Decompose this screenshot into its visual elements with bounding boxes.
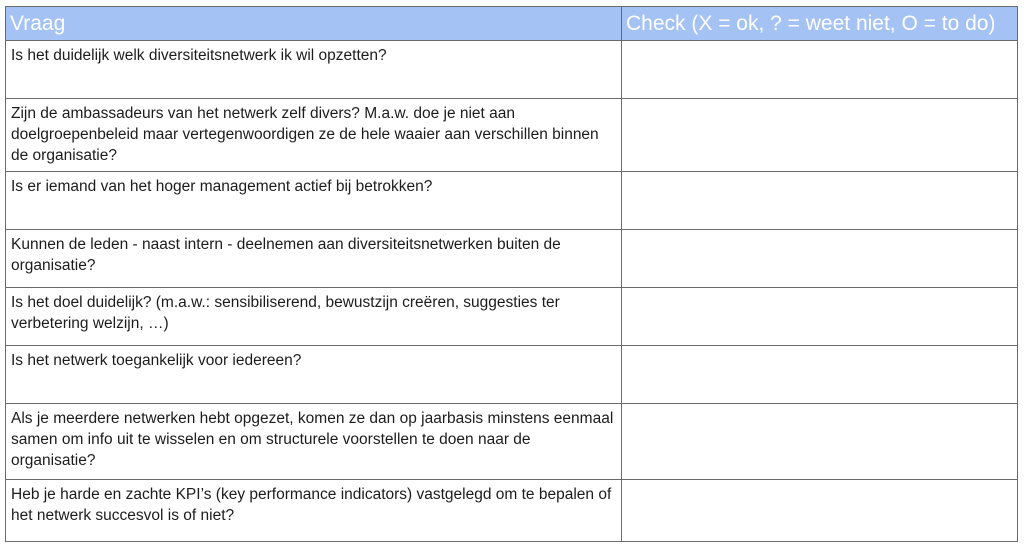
check-cell[interactable]	[622, 41, 1018, 99]
table-row	[6, 41, 1018, 99]
table-row	[6, 480, 1018, 542]
question-cell: Als je meerdere netwerken hebt opgezet, komen ze dan op jaarbasis minstens eenmaal samen om info uit te wisselen en om structurele voorstellen te doen naar de organisatie?	[6, 404, 622, 480]
check-column-header: Check (X = ok, ? = weet niet, O = to do)	[622, 7, 1018, 41]
check-cell[interactable]	[622, 288, 1018, 346]
check-cell[interactable]	[622, 404, 1018, 480]
table-row	[6, 230, 1018, 288]
question-cell: Kunnen de leden - naast intern - deelnemen aan diversiteitsnetwerken buiten de organisatie?	[6, 230, 622, 288]
table-row	[6, 404, 1018, 480]
check-cell[interactable]	[622, 480, 1018, 542]
table-row	[6, 99, 1018, 172]
question-cell: Is er iemand van het hoger management actief bij betrokken?	[6, 172, 622, 230]
check-cell[interactable]	[622, 99, 1018, 172]
table-row	[6, 172, 1018, 230]
question-column-header: Vraag	[6, 7, 622, 41]
table-row	[6, 288, 1018, 346]
header-row	[6, 7, 1018, 41]
question-cell: Is het netwerk toegankelijk voor iedereen?	[6, 346, 622, 404]
question-cell: Heb je harde en zachte KPI’s (key performance indicators) vastgelegd om te bepalen of het netwerk succesvol is of niet?	[6, 480, 622, 542]
question-cell: Is het duidelijk welk diversiteitsnetwerk ik wil opzetten?	[6, 41, 622, 99]
check-cell[interactable]	[622, 230, 1018, 288]
table-row	[6, 346, 1018, 404]
question-cell: Is het doel duidelijk? (m.a.w.: sensibiliserend, bewustzijn creëren, suggesties ter verbetering welzijn, …)	[6, 288, 622, 346]
question-cell: Zijn de ambassadeurs van het netwerk zelf divers? M.a.w. doe je niet aan doelgroepenbeleid maar vertegenwoordigen ze de hele waaier aan verschillen binnen de organisatie?	[6, 99, 622, 172]
check-cell[interactable]	[622, 172, 1018, 230]
checklist-table	[5, 6, 1018, 542]
check-cell[interactable]	[622, 346, 1018, 404]
